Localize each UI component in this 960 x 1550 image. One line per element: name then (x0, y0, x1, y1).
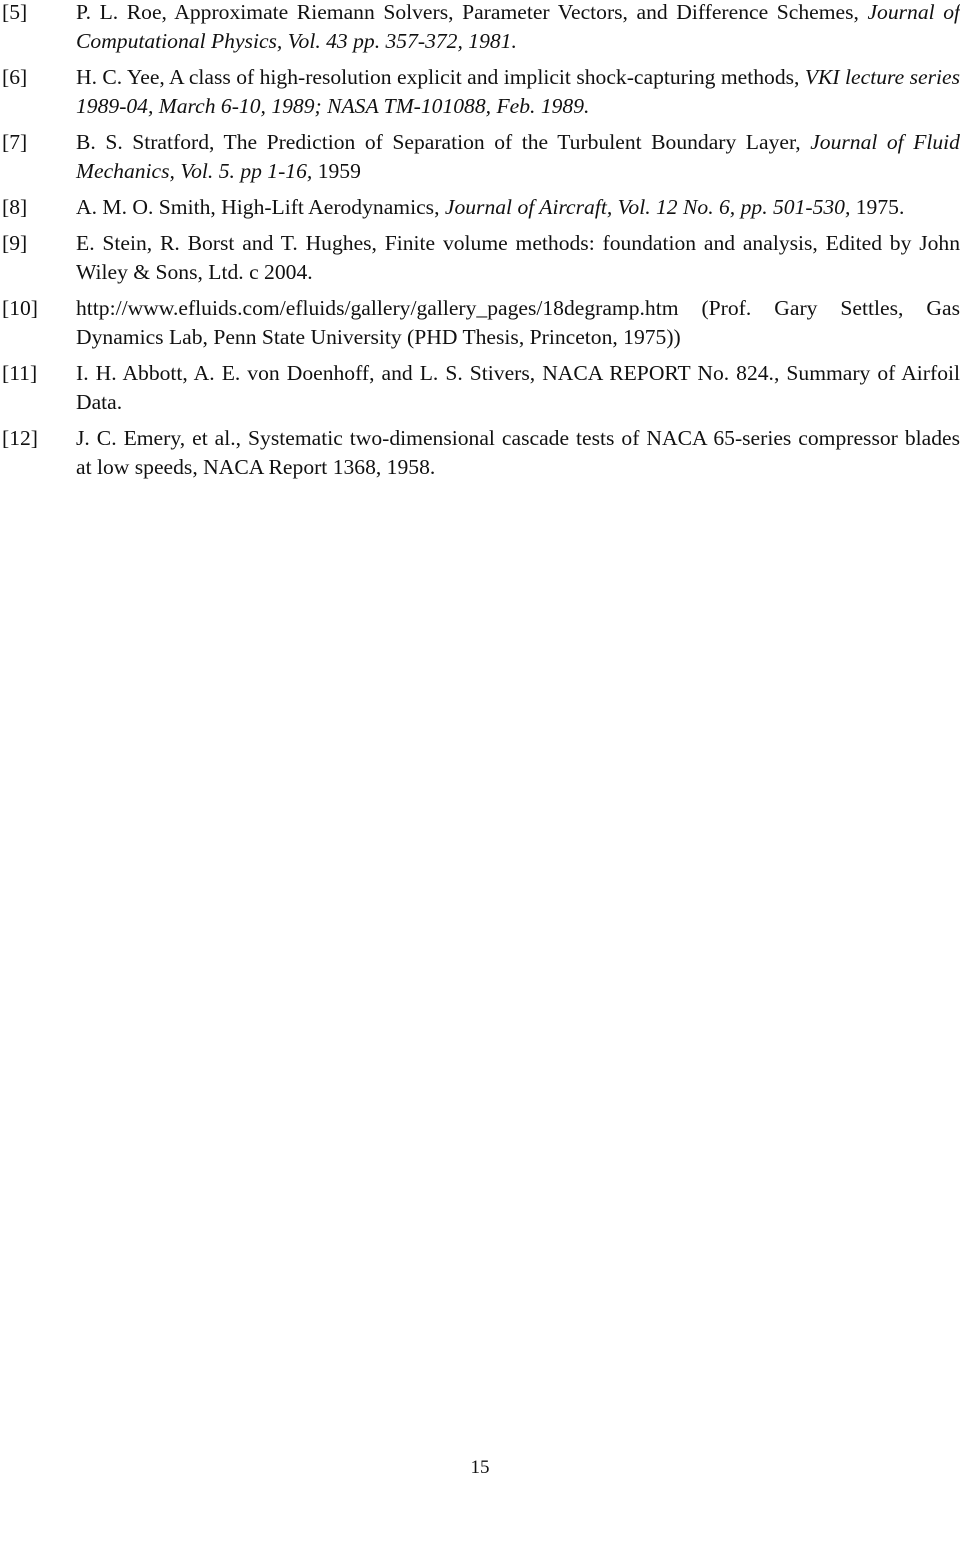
reference-text (76, 193, 960, 222)
reference-item-8 (2, 193, 960, 222)
reference-authors-title: B. S. Stratford, The Prediction of Separation of the Turbulent Boundary Layer, (76, 130, 811, 154)
reference-text: J. C. Emery, et al., Systematic two-dimensional cascade tests of NACA 65-series compressor blades at low speeds, NACA Report 1368, 1958. (76, 426, 960, 479)
reference-item-6 (2, 63, 960, 121)
reference-number: [6] (2, 65, 28, 89)
reference-item-7 (2, 128, 960, 186)
reference-number: [7] (2, 130, 28, 154)
reference-number: [10] (2, 296, 38, 320)
reference-text: I. H. Abbott, A. E. von Doenhoff, and L. S. Stivers, NACA REPORT No. 824., Summary of Airfoil Data. (76, 361, 960, 414)
reference-number: [12] (2, 426, 38, 450)
reference-item-10 (2, 294, 960, 352)
reference-number: [9] (2, 231, 28, 255)
reference-authors-title: P. L. Roe, Approximate Riemann Solvers, Parameter Vectors, and Difference Schemes, (76, 0, 868, 24)
reference-text: http://www.efluids.com/efluids/gallery/gallery_pages/18degramp.htm (Prof. Gary Settles, Gas Dynamics Lab, Penn State University (PHD Thesis, Princeton, 1975)) (76, 296, 960, 349)
reference-source: VKI lecture series 1989-04, March 6-10, 1989; NASA TM-101088, Feb. 1989. (76, 65, 960, 118)
reference-item-11 (2, 359, 960, 417)
reference-source: Journal of Fluid Mechanics, Vol. 5. pp 1-16, (76, 130, 960, 183)
reference-source: Journal of Aircraft, Vol. 12 No. 6, pp. 501-530, (444, 195, 851, 219)
reference-year: 1959 (312, 159, 361, 183)
reference-text (76, 63, 960, 121)
reference-item-5 (2, 0, 960, 56)
reference-number: [5] (2, 0, 28, 24)
reference-number: [11] (2, 361, 38, 385)
reference-number: [8] (2, 195, 28, 219)
reference-authors-title: H. C. Yee, A class of high-resolution explicit and implicit shock-capturing methods, (76, 65, 805, 89)
page-number: 15 (470, 1457, 490, 1478)
reference-text (76, 128, 960, 186)
reference-year: 1975. (850, 195, 905, 219)
reference-item-12 (2, 424, 960, 482)
reference-authors-title: A. M. O. Smith, High-Lift Aerodynamics, (76, 195, 445, 219)
reference-text: E. Stein, R. Borst and T. Hughes, Finite volume methods: foundation and analysis, Edited by John Wiley & Sons, Ltd. c 2004. (76, 231, 960, 284)
reference-text (76, 0, 960, 56)
reference-item-9 (2, 229, 960, 287)
reference-list (2, 0, 960, 489)
reference-source: Journal of Computational Physics, Vol. 43 pp. 357-372, 1981. (76, 0, 960, 53)
